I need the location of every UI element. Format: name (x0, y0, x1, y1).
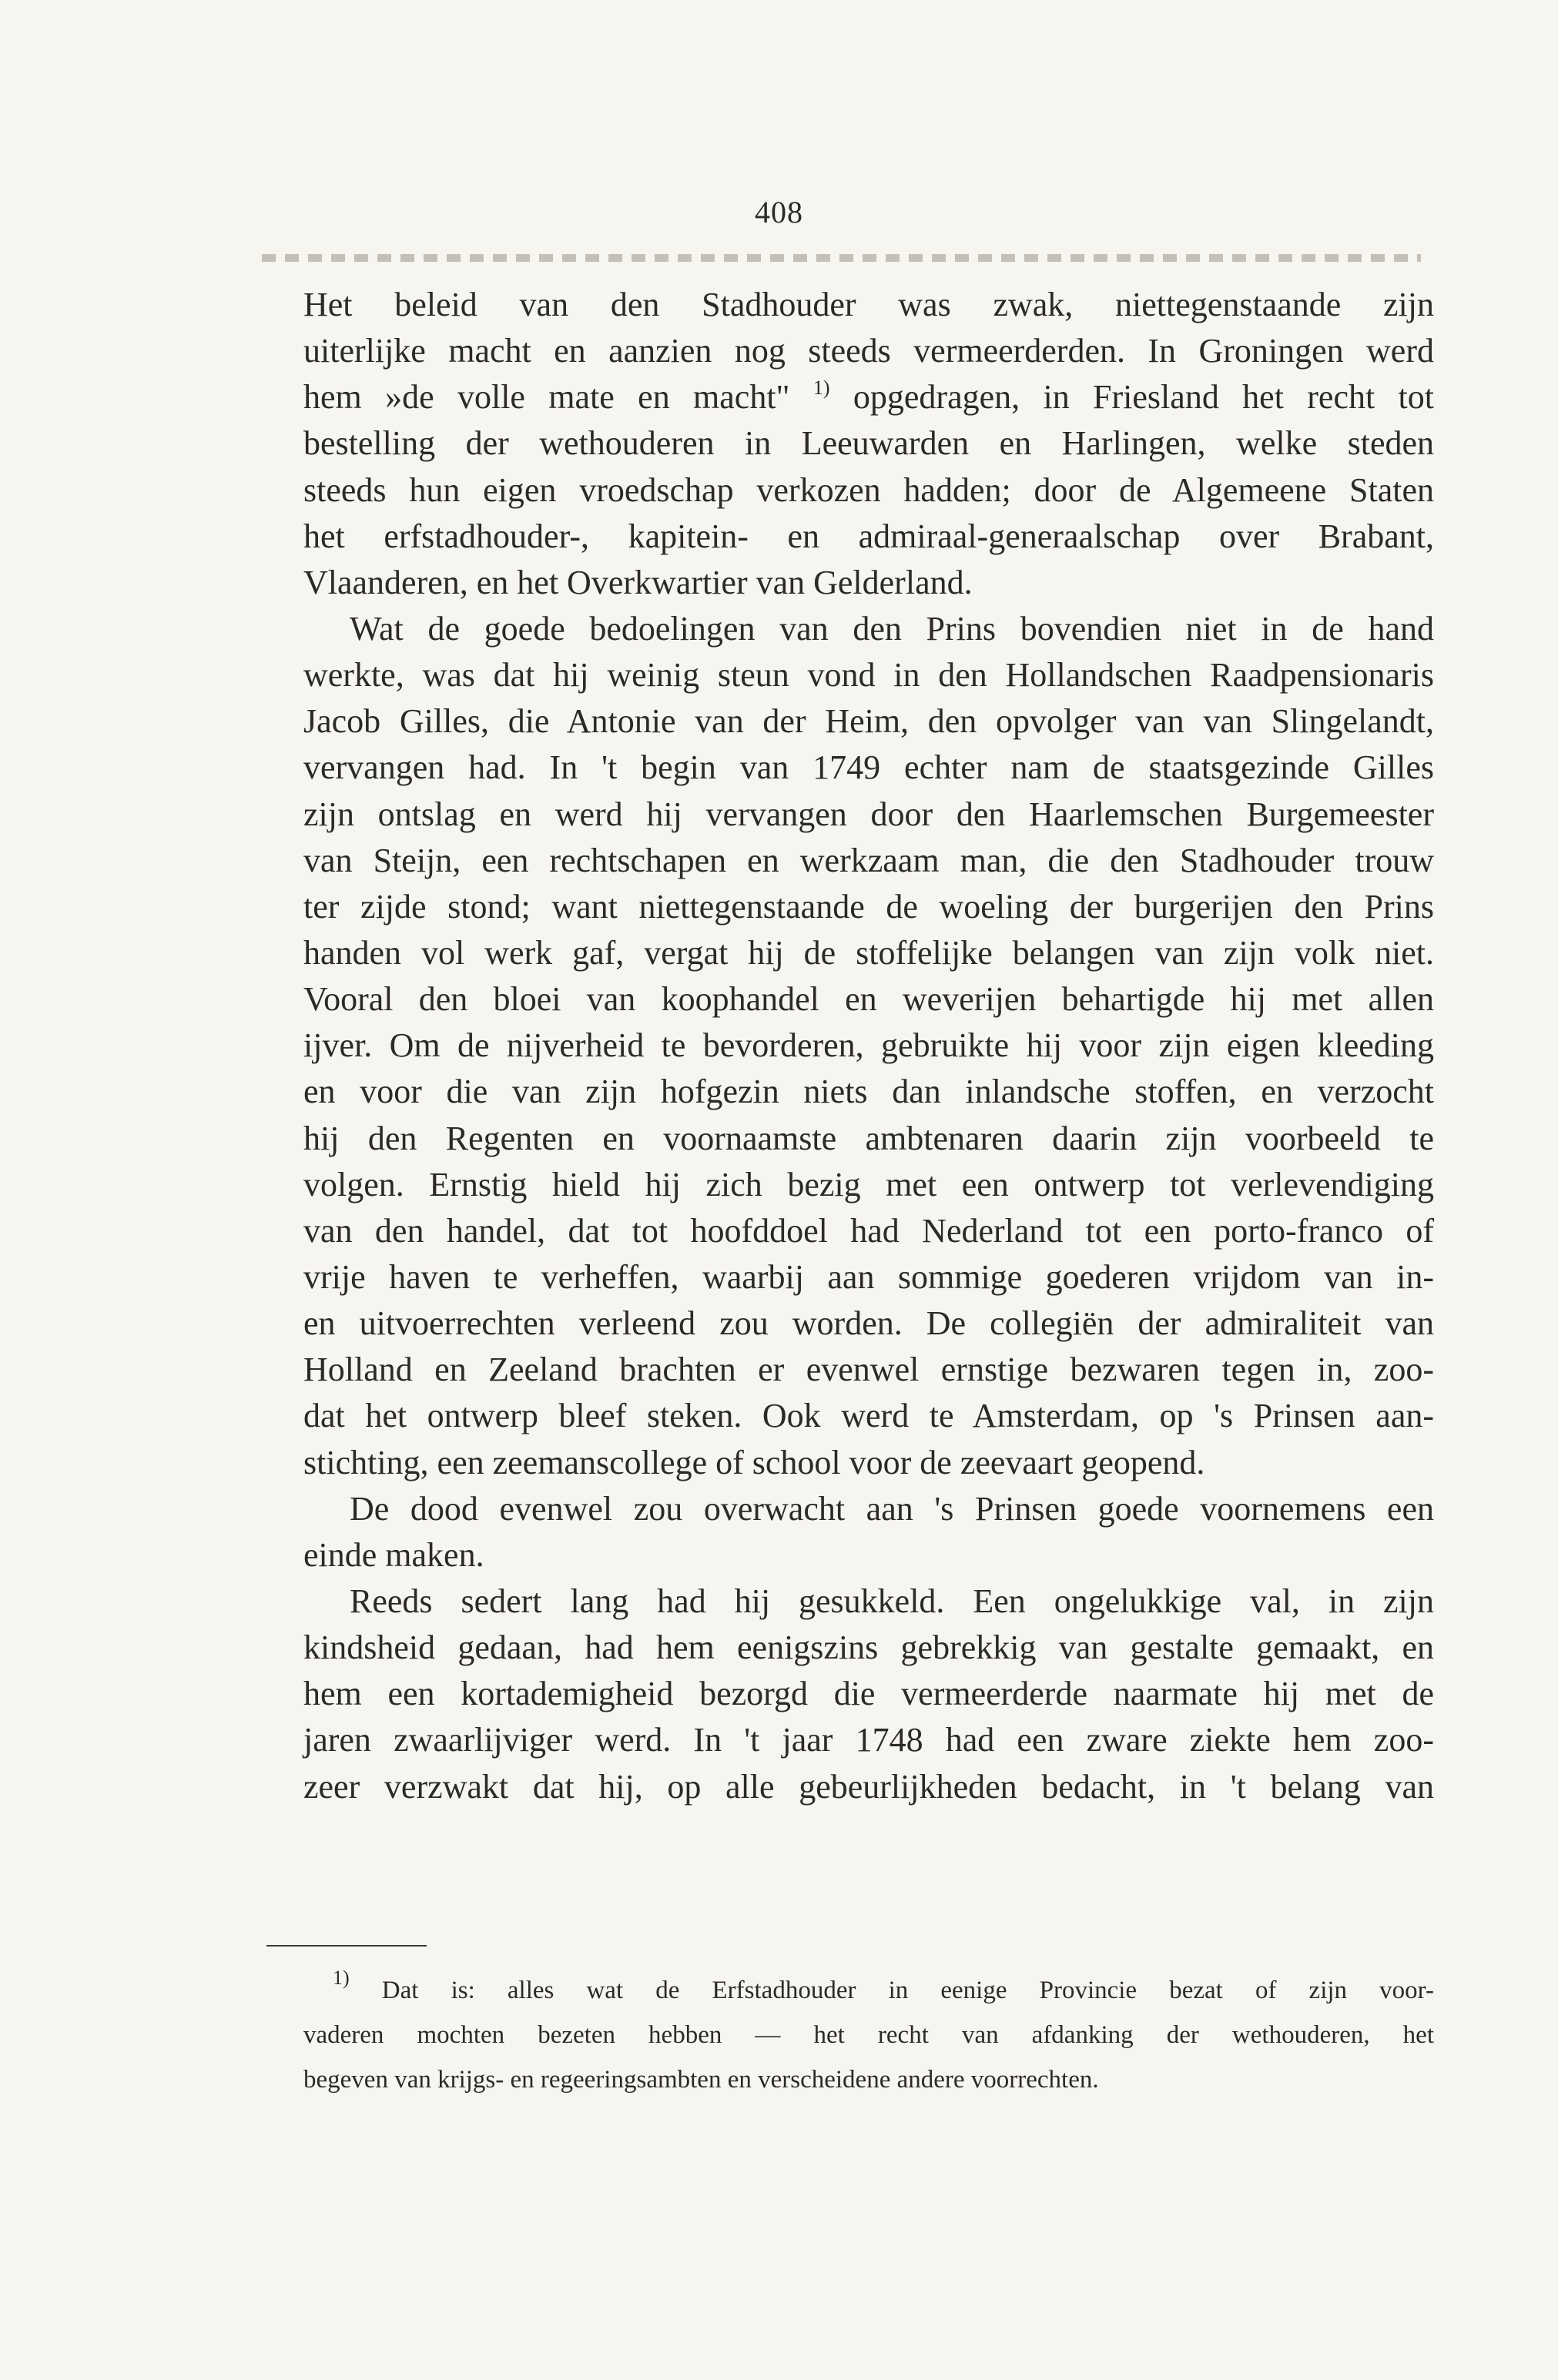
text-line: handen vol werk gaf, vergat hij de stoffelijke belangen van zijn volk niet. (303, 933, 1434, 972)
text-line: dat het ontwerp bleef steken. Ook werd te Amsterdam, op 's Prinsen aan- (303, 1397, 1434, 1435)
footnote-line: begeven van krijgs- en regeeringsambten en verscheidene andere voorrechten. (303, 2066, 1099, 2094)
page-number: 408 (755, 195, 803, 229)
text-line: Reeds sedert lang had hij gesukkeld. Een ongelukkige val, in zijn (350, 1582, 1434, 1620)
text-line: ter zijde stond; want niettegenstaande de woeling der burgerijen den Prins (303, 887, 1434, 926)
text-line: vrije haven te verheffen, waarbij aan sommige goederen vrijdom van in- (303, 1257, 1434, 1296)
text-segment: opgedragen, in Friesland het recht tot (829, 378, 1434, 417)
text-line: kindsheid gedaan, had hem eenigszins gebrekkig van gestalte gemaakt, en (303, 1629, 1434, 1667)
footnote-rule (266, 1945, 427, 1947)
footnote-text: Dat is: alles wat de Erfstadhouder in eenige Provincie bezat of zijn voor- (349, 1977, 1434, 2004)
footnote-reference: 1) (813, 377, 830, 400)
footnote-line: vaderen mochten bezeten hebben — het recht van afdanking der wethouderen, het (303, 2021, 1434, 2049)
text-line: hij den Regenten en voornaamste ambtenaren daarin zijn voorbeeld te (303, 1119, 1434, 1157)
text-line: einde maken. (303, 1535, 484, 1574)
text-line: Het beleid van den Stadhouder was zwak, niettegenstaande zijn (303, 286, 1434, 323)
text-line: Wat de goede bedoelingen van den Prins bovendien niet in de hand (350, 609, 1434, 648)
text-line: jaren zwaarlijviger werd. In 't jaar 1748 had een zware ziekte hem zoo- (303, 1721, 1434, 1759)
text-line: hem een kortademigheid bezorgd die vermeerderde naarmate hij met de (303, 1675, 1434, 1713)
text-line: en uitvoerrechten verleend zou worden. De collegiën der admiraliteit van (303, 1304, 1434, 1343)
body-text (303, 282, 1434, 1810)
text-line: Holland en Zeeland brachten er evenwel ernstige bezwaren tegen in, zoo- (303, 1351, 1434, 1389)
text-line: werkte, was dat hij weinig steun vond in den Hollandschen Raadpensionaris (303, 656, 1434, 695)
footnote-marker: 1) (333, 1967, 350, 1989)
footnote-line (303, 1968, 1434, 2013)
text-line: steeds hun eigen vroedschap verkozen hadden; door de Algemeene Staten (303, 470, 1434, 509)
text-line: van Steijn, een rechtschapen en werkzaam man, die den Stadhouder trouw (303, 841, 1434, 879)
text-line (303, 374, 1434, 420)
text-line: uiterlijke macht en aanzien nog steeds vermeerderden. In Groningen werd (303, 332, 1434, 370)
text-line: stichting, een zeemanscollege of school voor de zeevaart geopend. (303, 1443, 1205, 1481)
text-line: van den handel, dat tot hoofddoel had Nederland tot een porto-franco of (303, 1211, 1434, 1250)
text-line: Jacob Gilles, die Antonie van der Heim, den opvolger van van Slingelandt, (303, 702, 1434, 741)
text-line: vervangen had. In 't begin van 1749 echter nam de staatsgezinde Gilles (303, 748, 1434, 787)
header-rule (262, 254, 1421, 262)
text-line: bestelling der wethouderen in Leeuwarden en Harlingen, welke steden (303, 424, 1434, 463)
text-line: Vooral den bloei van koophandel en weverijen behartigde hij met allen (303, 980, 1434, 1019)
text-line: zijn ontslag en werd hij vervangen door den Haarlemschen Burgemeester (303, 795, 1434, 833)
footnote (303, 1968, 1434, 2102)
text-line: en voor die van zijn hofgezin niets dan inlandsche stoffen, en verzocht (303, 1073, 1434, 1111)
text-line: het erfstadhouder-, kapitein- en admiraal-generaalschap over Brabant, (303, 517, 1434, 555)
text-line: zeer verzwakt dat hij, op alle gebeurlijkheden bedacht, in 't belang van (303, 1767, 1434, 1806)
text-line: volgen. Ernstig hield hij zich bezig met een ontwerp tot verlevendiging (303, 1165, 1434, 1203)
text-line: ijver. Om de nijverheid te bevorderen, gebruikte hij voor zijn eigen kleeding (303, 1026, 1434, 1065)
text-segment: hem »de volle mate en macht" (303, 378, 813, 417)
text-line: Vlaanderen, en het Overkwartier van Gelderland. (303, 563, 973, 601)
text-line: De dood evenwel zou overwacht aan 's Prinsen goede voornemens een (350, 1489, 1434, 1528)
